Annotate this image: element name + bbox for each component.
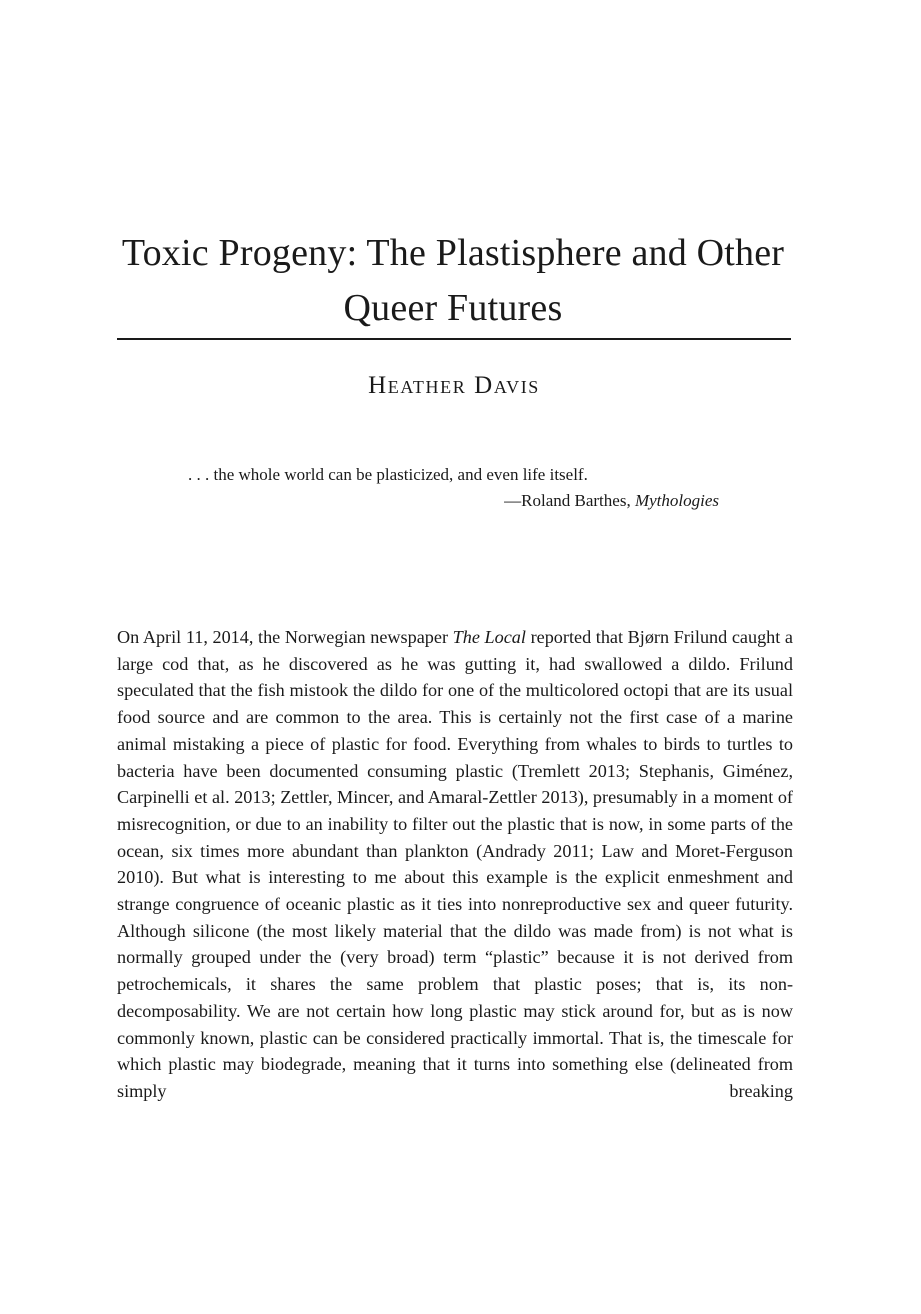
epigraph-attribution [188,488,748,514]
epigraph [188,462,748,514]
body-text-start: On April 11, 2014, the Norwegian newspaper [117,627,453,647]
title-line-1: Toxic Progeny: The Plastisphere and Other [121,232,785,274]
title-rule [117,338,791,340]
author-name: Heather Davis [368,372,540,399]
newspaper-name: The Local [452,627,526,647]
body-paragraph [117,624,793,1105]
epigraph-author: —Roland Barthes, [504,491,635,510]
title-line-2: Queer Futures [343,287,563,329]
article-title [117,226,789,336]
body-text-rest: reported that Bjørn Frilund caught a large cod that, as he discovered as he was gutting it, had swallowed a dildo. Frilund speculated that the fish mistook the dildo for one of the multicolored octopi that are its usual food source and are common to the area. This is certainly not the first case of a marine animal mistaking a piece of plastic for food. Everything from whales to birds to turtles to bacteria have been documented consuming plastic (Tremlett 2013; Stephanis, Giménez, Carpinelli et al. 2013; Zettler, Mincer, and Amaral-Zettler 2013), presumably in a moment of misrecognition, or due to an inability to filter out the plastic that is now, in some parts of the ocean, six times more abundant than plankton (Andrady 2011; Law and Moret-Ferguson 2010). But what is interesting to me about this example is the explicit enmeshment and strange congruence of oceanic plastic as it ties into nonreproductive sex and queer futurity. Although silicone (the most likely material that the dildo was made from) is not what is normally grouped under the (very broad) term “plastic” because it is not derived from petrochemicals, it shares the same problem that plastic poses; that is, its non-decomposability. We are not certain how long plastic may stick around for, but as is now commonly known, plastic can be considered practically immortal. That is, the timescale for which plastic may biodegrade, meaning that it turns into something else (delineated from simply breaking [117,627,794,1101]
epigraph-quote: . . . the whole world can be plasticized, and even life itself. [188,465,588,484]
epigraph-work: Mythologies [634,491,719,510]
